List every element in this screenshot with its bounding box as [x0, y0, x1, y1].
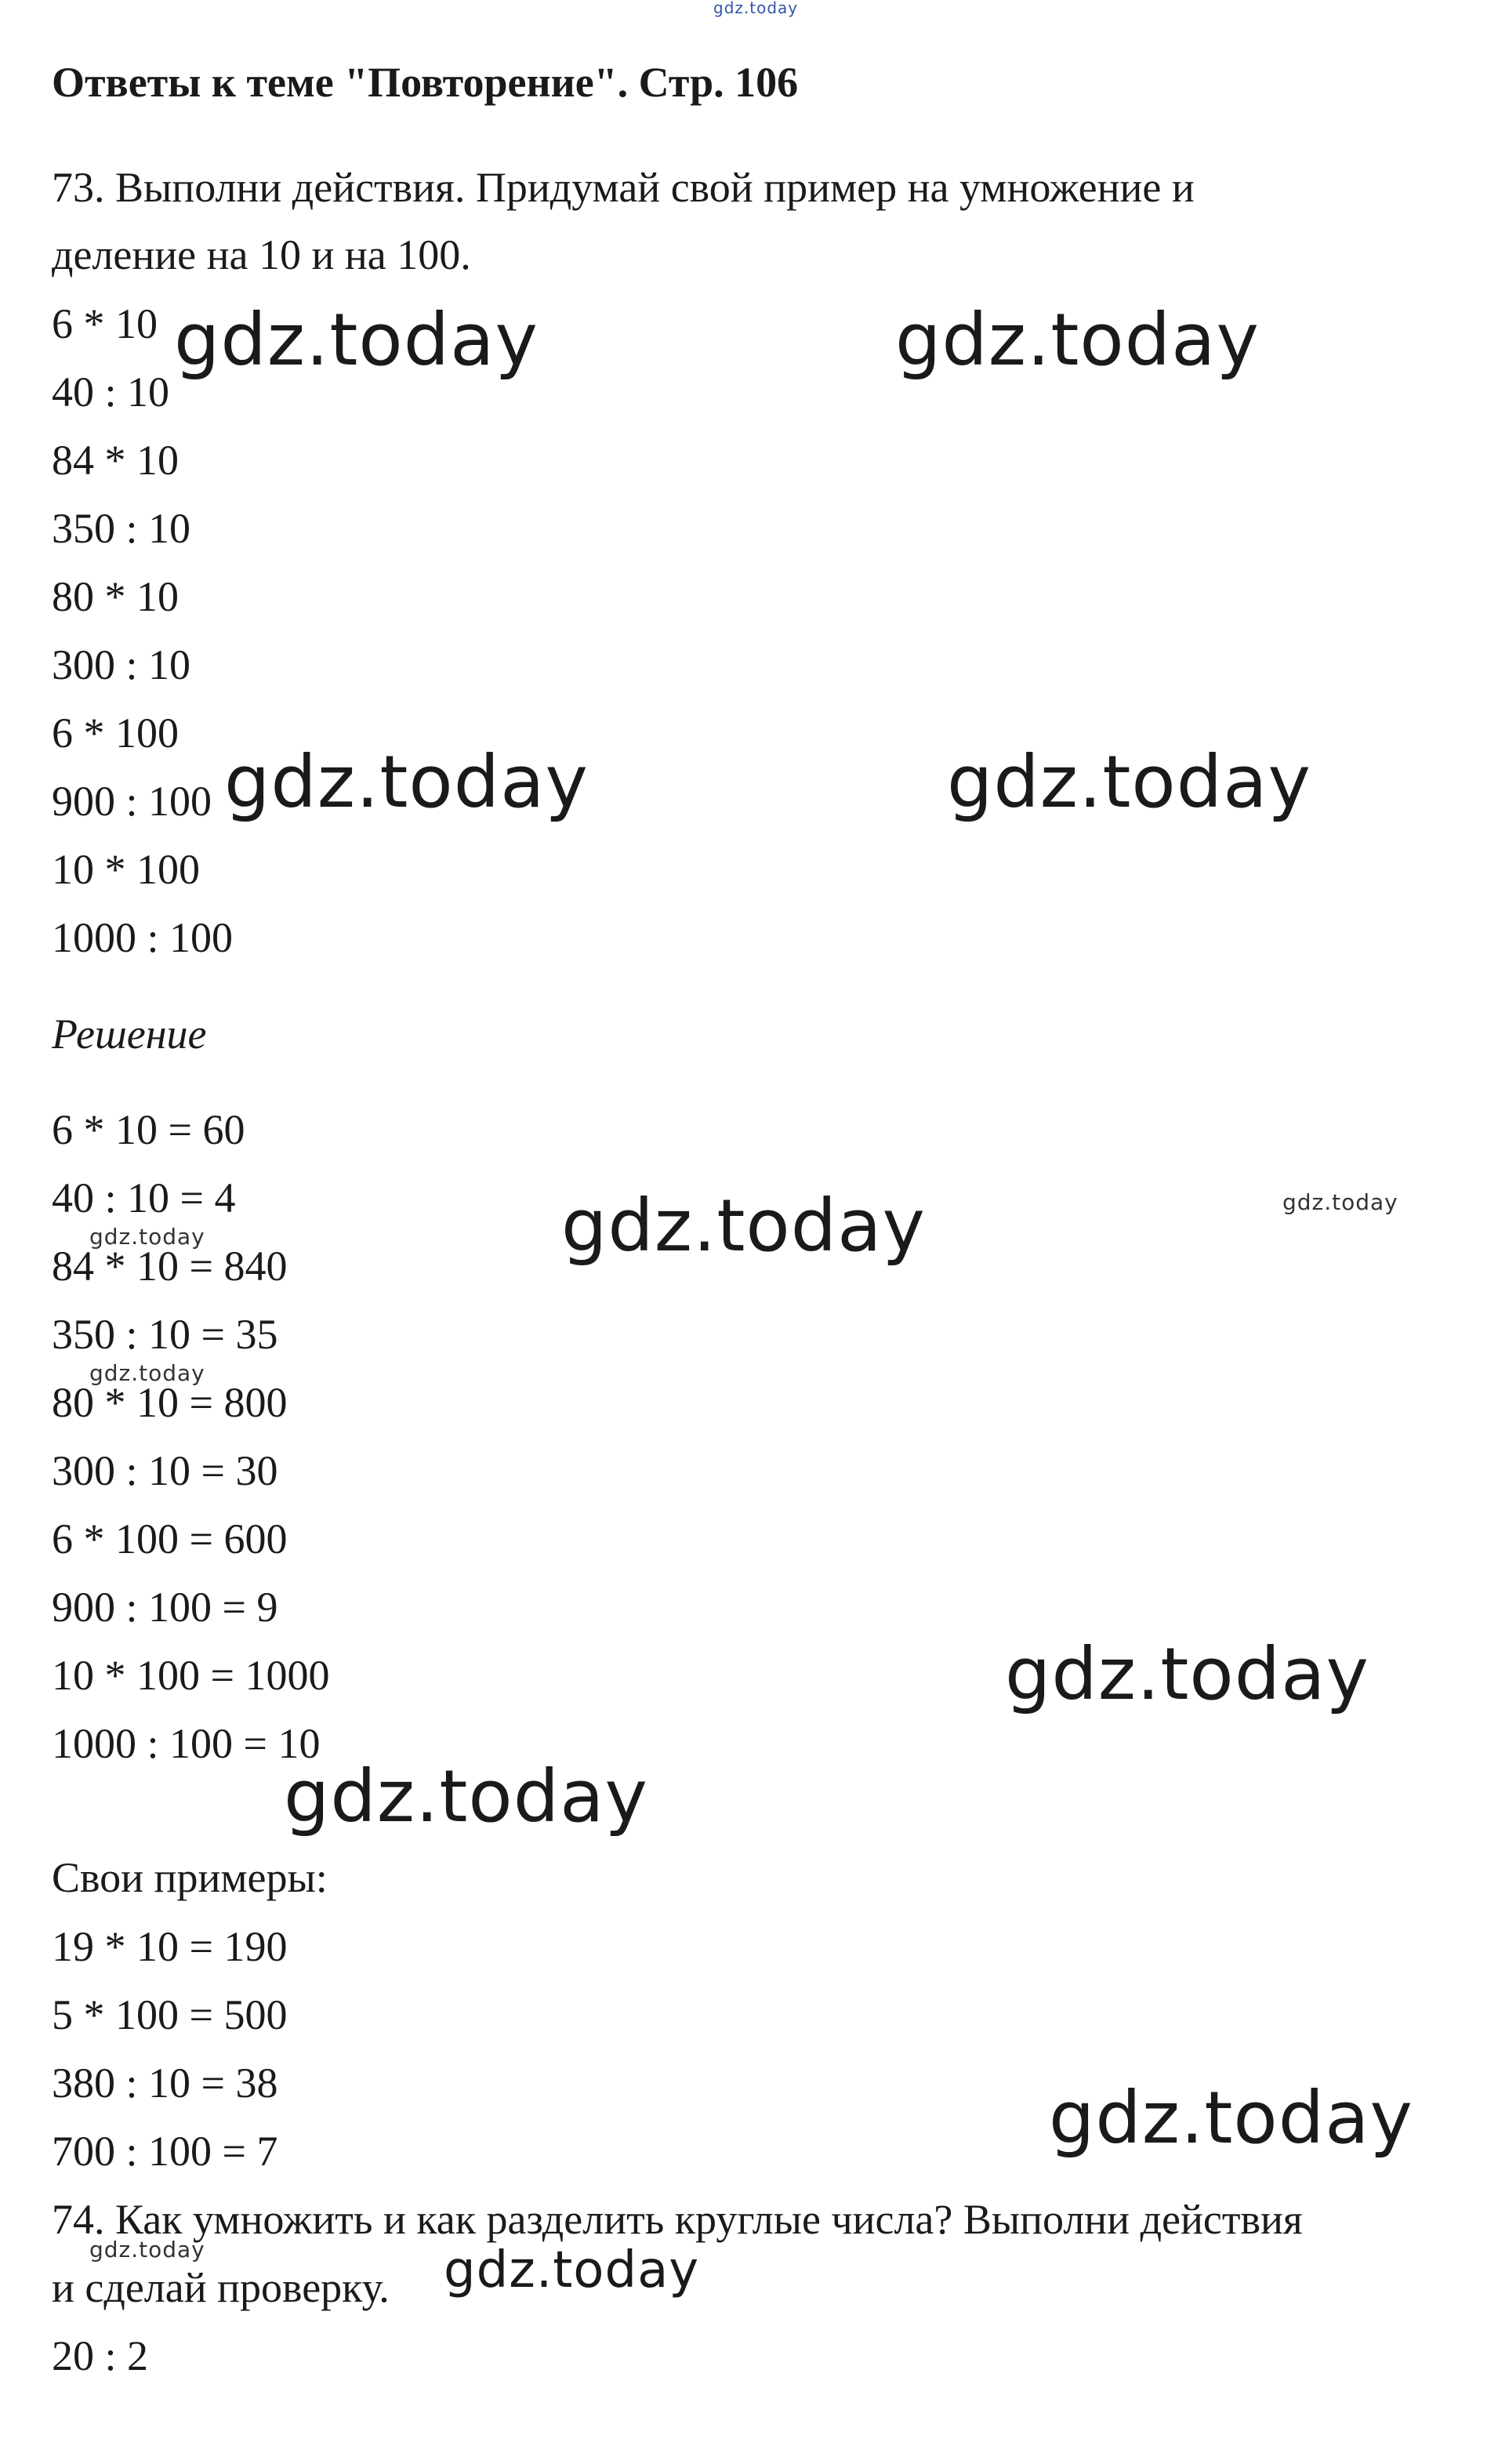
solution-line: 6 * 10 = 60 — [52, 1106, 245, 1153]
exercise-line: 300 : 10 — [52, 641, 191, 688]
watermark: gdz.today — [1005, 1632, 1369, 1716]
solution-line: 900 : 100 = 9 — [52, 1584, 278, 1631]
watermark: gdz.today — [89, 1360, 205, 1386]
watermark: gdz.today — [561, 1184, 926, 1268]
solution-line: 40 : 10 = 4 — [52, 1174, 236, 1221]
exercise-line: 6 * 100 — [52, 709, 179, 757]
page-title: Ответы к теме "Повторение". Стр. 106 — [52, 59, 799, 106]
exercise-line: 1000 : 100 — [52, 914, 234, 961]
own-example-line: 380 : 10 = 38 — [52, 2059, 278, 2107]
solution-line: 300 : 10 = 30 — [52, 1447, 278, 1494]
watermark: gdz.today — [284, 1755, 648, 1838]
watermark: gdz.today — [89, 1224, 205, 1250]
exercise-line: 20 : 2 — [52, 2332, 149, 2379]
solution-line: 84 * 10 = 840 — [52, 1243, 288, 1290]
own-examples-label: Свои примеры: — [52, 1854, 328, 1901]
watermark: gdz.today — [224, 740, 589, 824]
exercise-line: 40 : 10 — [52, 368, 170, 416]
watermark: gdz.today — [444, 2241, 700, 2299]
watermark: gdz.today — [1282, 1189, 1398, 1215]
watermark: gdz.today — [89, 2237, 205, 2263]
task-74-text: и сделай проверку. — [52, 2264, 390, 2311]
exercise-line: 80 * 10 — [52, 573, 179, 620]
exercise-line: 6 * 10 — [52, 300, 158, 347]
solution-line: 80 * 10 = 800 — [52, 1379, 288, 1426]
task-73-text: 73. Выполни действия. Придумай свой пример на умножение и — [52, 164, 1195, 211]
exercise-line: 10 * 100 — [52, 846, 200, 893]
watermark: gdz.today — [947, 740, 1311, 824]
task-74-text: 74. Как умножить и как разделить круглые числа? Выполни действия — [52, 2196, 1303, 2243]
solution-label: Решение — [52, 1011, 207, 1058]
watermark-top: gdz.today — [713, 0, 799, 17]
solution-line: 6 * 100 = 600 — [52, 1515, 288, 1562]
watermark: gdz.today — [174, 298, 539, 382]
solution-line: 1000 : 100 = 10 — [52, 1720, 321, 1767]
solution-line: 10 * 100 = 1000 — [52, 1652, 330, 1699]
own-example-line: 19 * 10 = 190 — [52, 1923, 288, 1970]
exercise-line: 900 : 100 — [52, 778, 212, 825]
watermark: gdz.today — [1049, 2076, 1413, 2160]
watermark: gdz.today — [895, 298, 1260, 382]
exercise-line: 84 * 10 — [52, 437, 179, 484]
task-73-text: деление на 10 и на 100. — [52, 231, 471, 278]
exercise-line: 350 : 10 — [52, 505, 191, 552]
own-example-line: 5 * 100 = 500 — [52, 1991, 288, 2038]
solution-line: 350 : 10 = 35 — [52, 1311, 278, 1358]
own-example-line: 700 : 100 = 7 — [52, 2128, 278, 2175]
